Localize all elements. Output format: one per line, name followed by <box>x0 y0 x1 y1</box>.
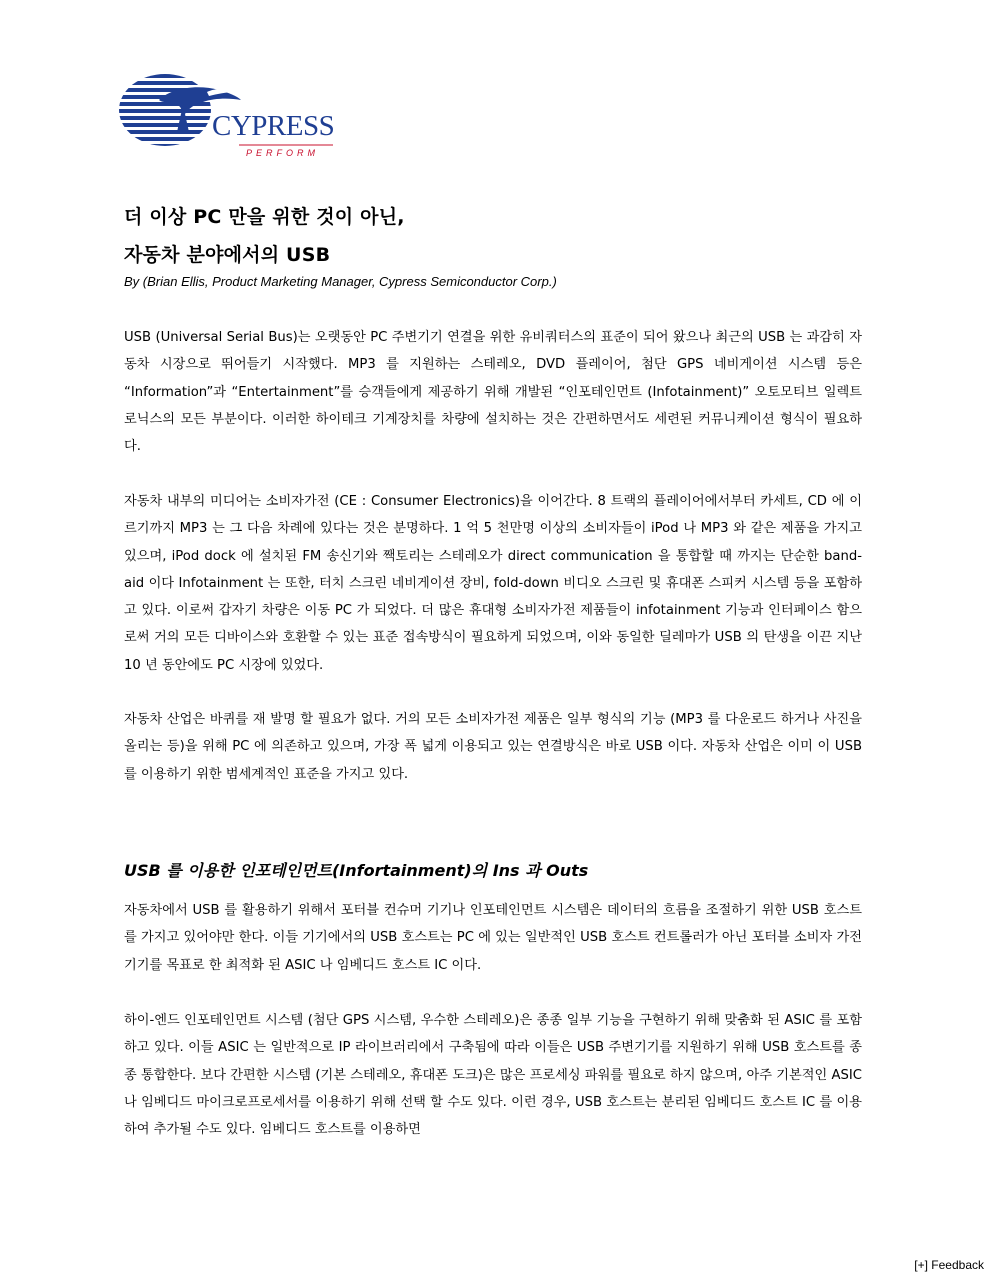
logo-tagline: PERFORM <box>246 148 319 158</box>
paragraph-media: 자동차 내부의 미디어는 소비자가전 (CE : Consumer Electronics)을 이어간다. 8 트랙의 플레이어에서부터 카세트, CD 에 이르기까지 MP3 는 그 다음 차례에 있다는 것은 분명하다. 1 억 5 천만명 이상의 소비자들이 iPod 나 MP3 와 같은 제품을 가지고 있으며, iPod dock 에 설치된 FM 송신기와 짹토리는 스테레오가 direct communication 을 통합할 때 까지는 단순한 band-aid 이다 Infotainment 는 또한, 터치 스크린 네비게이션 장비, fold-down 비디오 스크린 및 휴대폰 스피커 시스템 등을 포함하고 있다. 이로써 갑자기 차량은 이동 PC 가 되었다. 더 많은 휴대형 소비자가전 제품들이 infotainment 기능과 인터페이스 함으로써 거의 모든 디바이스와 호환할 수 있는 표준 접속방식이 필요하게 되었으며, 이와 동일한 딜레마가 USB 의 탄생을 이끈 지난 10 년 동안에도 PC 시장에 있었다. <box>124 494 862 673</box>
cypress-logo <box>119 70 339 162</box>
section-paragraph-host: 자동차에서 USB 를 활용하기 위해서 포터블 컨슈머 기기나 인포테인먼트 시스템은 데이터의 흐름을 조절하기 위한 USB 호스트를 가지고 있어야만 한다. 이들 기기에서의 USB 호스트는 PC 에 있는 일반적인 USB 호스트 컨트롤러가 아닌 포터블 소비자 가전기기를 목표로 한 최적화 된 ASIC 나 임베디드 호스트 IC 이다. <box>124 903 862 973</box>
paragraph-intro: USB (Universal Serial Bus)는 오랫동안 PC 주변기기 연결을 위한 유비쿼터스의 표준이 되어 왔으나 최근의 USB 는 과감히 자동차 시장으로 뛰어들기 시작했다. MP3 를 지원하는 스테레오, DVD 플레이어, 첨단 GPS 네비게이션 시스템 등은 “Information”과 “Entertainment”를 승객들에게 제공하기 위해 개발된 “인포테인먼트 (Infotainment)” 오토모티브 일렉트로닉스의 모든 부분이다. 이러한 하이테크 기계장치를 차량에 설치하는 것은 간편하면서도 세련된 커뮤니케이션 형식이 필요하다. <box>124 330 862 455</box>
feedback-link[interactable]: [+] Feedback <box>914 1258 984 1272</box>
section-heading: USB 를 이용한 인포테인먼트(Infortainment)의 Ins 과 Outs <box>124 861 589 880</box>
paragraph-industry: 자동차 산업은 바퀴를 재 발명 할 필요가 없다. 거의 모든 소비자가전 제품은 일부 형식의 기능 (MP3 를 다운로드 하거나 사진을 올리는 등)을 위해 PC 에 의존하고 있으며, 가장 폭 넓게 이용되고 있는 연결방식은 바로 USB 이다. 자동차 산업은 이미 이 USB 를 이용하기 위한 범세계적인 표준을 가지고 있다. <box>124 712 862 782</box>
title-line-2: 자동차 분야에서의 USB <box>124 244 331 266</box>
title-line-1: 더 이상 PC 만을 위한 것이 아닌, <box>124 206 405 228</box>
byline: By (Brian Ellis, Product Marketing Manager, Cypress Semiconductor Corp.) <box>124 274 557 289</box>
section-paragraph-highend: 하이-엔드 인포테인먼트 시스템 (첨단 GPS 시스템, 우수한 스테레오)은 종종 일부 기능을 구현하기 위해 맞춤화 된 ASIC 를 포함하고 있다. 이들 ASIC 는 일반적으로 IP 라이브러리에서 구축됨에 따라 이들은 USB 주변기기를 지원하기 위해 USB 호스트를 종종 통합한다. 보다 간편한 시스템 (기본 스테레오, 휴대폰 도크)은 많은 프로세싱 파워를 필요로 하지 않으며, 아주 기본적인 ASIC 나 임베디드 마이크로프로세서를 이용하기 위해 선택 할 수도 있다. 이런 경우, USB 호스트는 분리된 임베디드 호스트 IC 를 이용하여 추가될 수도 있다. 임베디드 호스트를 이용하면 <box>124 1013 862 1138</box>
logo-name: CYPRESS <box>212 110 335 142</box>
